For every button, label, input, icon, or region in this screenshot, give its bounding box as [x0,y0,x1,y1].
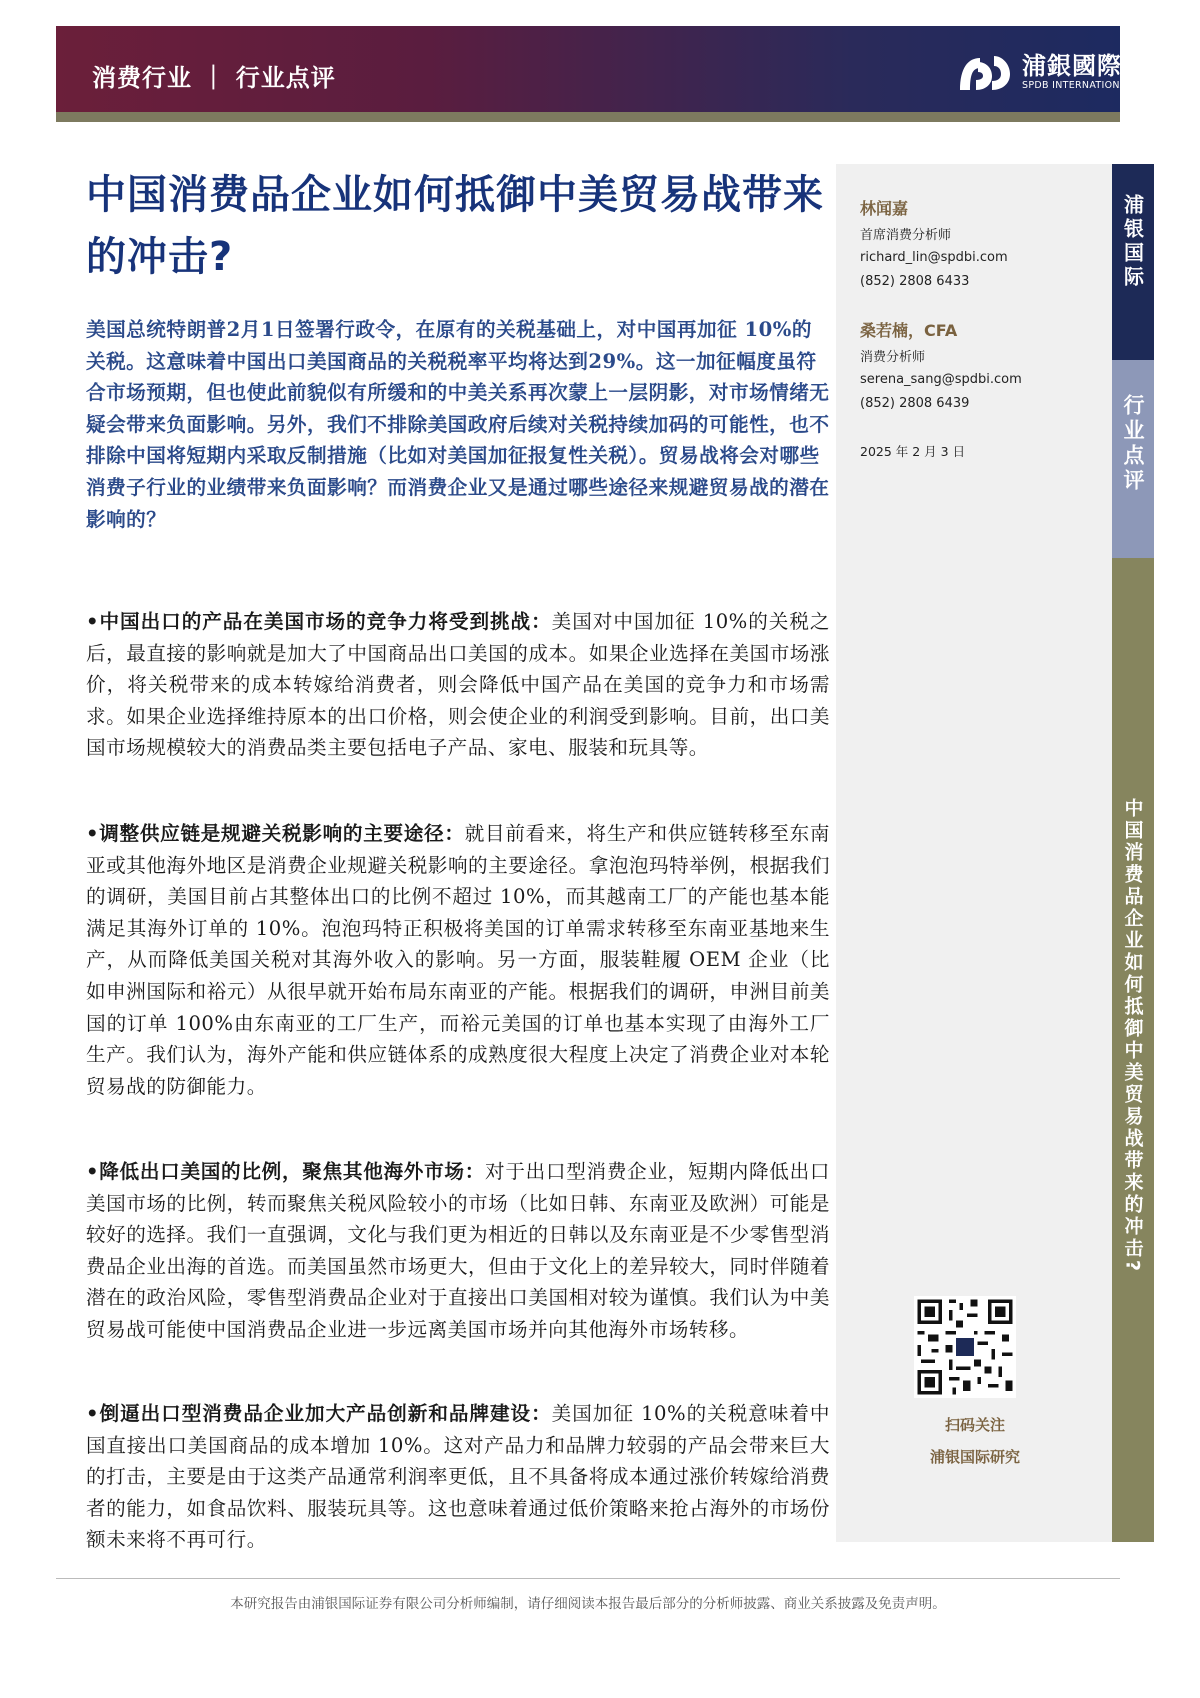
point-text: 美国加征 10%的关税意味着中国直接出口美国商品的成本增加 10%。这对产品力和品牌力较弱的产品会带来巨大的打击，主要是由于这类产品通常利润率更低，且不具备将成本通过涨价转嫁给消费者的能力，如食品饮料、服装玩具等。这也意味着通过低价策略来抢占海外的市场份额未来将不再可行。 [86,1402,830,1552]
vertical-tab-title-label: 中国消费品企业如何抵御中美贸易战带来的冲击? [1121,798,1144,1275]
logo-name: 浦銀國際 [1022,52,1122,80]
spdb-logo-icon [956,50,1014,96]
point-lead: •降低出口美国的比例，聚焦其他海外市场： [86,1160,486,1183]
analyst-phone: (852) 2808 6433 [860,274,970,289]
point-paragraph [86,1156,830,1346]
point-lead: •调整供应链是规避关税影响的主要途径： [86,822,465,845]
point-paragraph [86,606,830,764]
analyst-name: 林闻嘉 [860,199,909,218]
vertical-tab-report-type-label: 行业点评 [1121,394,1145,494]
point-text: 就目前看来，将生产和供应链转移至东南亚或其他海外地区是消费企业规避关税影响的主要途径。拿泡泡玛特举例，根据我们的调研，美国目前占其整体出口的比例不超过 10%，而其越南工厂的产能也基本能满足其海外订单的 10%。泡泡玛特正积极将美国的订单需求转移至东南亚基地来生产，从而降低美国关税对其海外收入的影响。另一方面，服装鞋履 OEM 企业（比如申洲国际和裕元）从很早就开始布局东南亚的产能。根据我们的调研，申洲目前美国的订单 100%由东南亚的工厂生产，而裕元美国的订单也基本实现了由海外工厂生产。我们认为，海外产能和供应链体系的成熟度很大程度上决定了消费企业对本轮贸易战的防御能力。 [86,822,830,1098]
vertical-tab-brand-label: 浦银国际 [1120,194,1145,290]
analyst-email[interactable]: serena_sang@spdbi.com [860,372,1022,387]
vertical-tab-brand [1112,164,1154,360]
point-lead: •倒逼出口型消费品企业加大产品创新和品牌建设： [86,1402,552,1425]
report-title: 中国消费品企业如何抵御中美贸易战带来的冲击? [86,172,824,280]
analyst-phone: (852) 2808 6439 [860,396,970,411]
vertical-tab-title [1112,558,1154,1542]
report-date: 2025 年 2 月 3 日 [860,444,966,459]
point-text: 美国对中国加征 10%的关税之后，最直接的影响就是加大了中国商品出口美国的成本。如果企业选择在美国市场涨价，将关税带来的成本转嫁给消费者，则会降低中国产品在美国的竞争力和市场需求。如果企业选择维持原本的出口价格，则会使企业的利润受到影响。目前，出口美国市场规模较大的消费品类主要包括电子产品、家电、服装和玩具等。 [86,610,830,760]
point-text: 对于出口型消费企业，短期内降低出口美国市场的比例，转而聚焦关税风险较小的市场（比如日韩、东南亚及欧洲）可能是较好的选择。我们一直强调，文化与我们更为相近的日韩以及东南亚是不少零售型消费品企业出海的首选。而美国虽然市场更大，但由于文化上的差异较大，同时伴随着潜在的政治风险，零售型消费品企业对于直接出口美国相对较为谨慎。我们认为中美贸易战可能使中国消费品企业进一步远离美国市场并向其他海外市场转移。 [86,1160,830,1341]
report-intro: 美国总统特朗普2月1日签署行政令，在原有的关税基础上，对中国再加征 10%的关税。这意味着中国出口美国商品的关税税率平均将达到29%。这一加征幅度虽符合市场预期，但也使此前貌似有所缓和的中美关系再次蒙上一层阴影，对市场情绪无疑会带来负面影响。另外，我们不排除美国政府后续对关税持续加码的可能性，也不排除中国将短期内采取反制措施（比如对美国加征报复性关税）。贸易战将会对哪些消费子行业的业绩带来负面影响？而消费企业又是通过哪些途径来规避贸易战的潜在影响的？ [86,318,830,531]
qr-code-icon[interactable] [914,1296,1016,1398]
footer-disclaimer: 本研究报告由浦银国际证券有限公司分析师编制，请仔细阅读本报告最后部分的分析师披露、商业关系披露及免责声明。 [230,1596,946,1612]
footer-divider [56,1578,1120,1579]
report-category: 消费行业 ｜ 行业点评 [92,64,336,92]
qr-caption: 扫码关注 [944,1416,1005,1434]
logo-subtitle: SPDB INTERNATIONAL [1022,80,1133,91]
analyst-email[interactable]: richard_lin@spdbi.com [860,250,1008,265]
point-paragraph [86,818,830,1102]
analyst-role: 消费分析师 [860,350,926,365]
header-accent-bar [56,112,1120,122]
vertical-tab-report-type [1112,360,1154,558]
qr-caption-org: 浦银国际研究 [929,1448,1020,1466]
point-lead: •中国出口的产品在美国市场的竞争力将受到挑战： [86,610,552,633]
point-paragraph [86,1398,830,1556]
analyst-name: 桑若楠，CFA [860,321,958,340]
analyst-role: 首席消费分析师 [860,228,952,243]
